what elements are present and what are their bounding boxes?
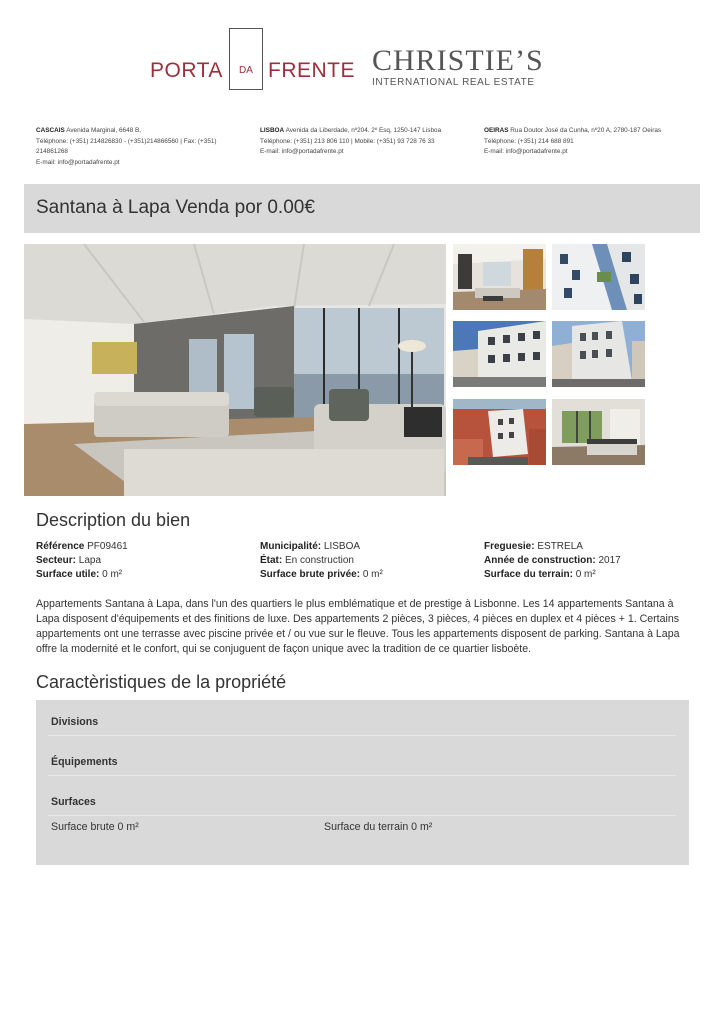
interior-thumbnail-image	[453, 244, 546, 310]
office-phone: Téléphone: (+351) 213 806 110 | Mobile: (+351) 93 728 76 33	[260, 137, 435, 145]
porta-da-frente-logo	[150, 28, 355, 90]
office-address: Avenida da Liberdade, nº204. 2º Esq, 1250-147 Lisboa	[284, 127, 442, 134]
office-email[interactable]: E-mail: info@portadafrente.pt	[36, 158, 120, 166]
office-email[interactable]: E-mail: info@portadafrente.pt	[484, 148, 568, 155]
office-email[interactable]: E-mail: info@portadafrente.pt	[260, 148, 344, 155]
thumbnail-6[interactable]	[552, 399, 645, 465]
logo-da-text: DA	[239, 65, 253, 76]
office-address: Avenida Marginal, 6648 B,	[64, 127, 142, 134]
header-logos	[0, 26, 724, 92]
office-city: OEIRAS	[484, 127, 509, 134]
office-phone: Téléphone: (+351) 214826830 - (+351)214866560 | Fax: (+351) 214861268	[36, 137, 217, 155]
land-area-value: 0 m²	[572, 569, 596, 580]
parish-value: ESTRELA	[534, 541, 583, 552]
municipality-value: LISBOA	[321, 541, 361, 552]
gross-surface-value: Surface brute 0 m²	[51, 821, 139, 833]
gross-area-label: Surface brute privée:	[260, 569, 361, 580]
aerial-rooftops-thumbnail-image	[453, 399, 546, 465]
year-value: 2017	[595, 555, 621, 566]
living-room-image	[24, 244, 446, 496]
thumbnail-1[interactable]	[453, 244, 546, 310]
surfaces-row	[48, 788, 676, 816]
characteristics-heading: Caractèristiques de la propriété	[36, 672, 287, 692]
office-lisboa	[260, 126, 464, 158]
christies-logo	[372, 46, 572, 88]
gross-area-value: 0 m²	[360, 569, 383, 580]
reference-label: Référence	[36, 541, 85, 552]
description-text: Appartements Santana à Lapa, dans l'un des quartiers le plus emblématique et de prestige à Lisbonne. Les 14 appartements Santana à Lapa disposent d'équipements et des finitions de luxe. Des appartements 2 pièces, 3 pièces, 4 pièces en duplex et 4 pièces + 1. Certains appartements ont une terrasse avec piscine privée et / ou vue sur le fleuve. Tous les appartements disposent de parking. Santana à Lapa offre la modernité et le confort, qui se conjuguent de façon unique avec la tradition de ce quartier lisboète.	[36, 598, 680, 655]
divisions-label: Divisions	[51, 716, 99, 728]
state-value: En construction	[282, 555, 354, 566]
thumbnail-2[interactable]	[552, 244, 645, 310]
office-address: Rua Doutor José da Cunha, nº20 A, 2780-187 Oeiras	[508, 127, 662, 134]
main-photo[interactable]	[24, 244, 446, 496]
logo-frente-text: FRENTE	[268, 59, 355, 82]
surfaces-label: Surfaces	[51, 796, 96, 808]
municipality-label: Municipalité:	[260, 541, 322, 552]
thumbnail-5[interactable]	[453, 399, 546, 465]
facts-column-1	[36, 540, 128, 582]
office-cascais	[36, 126, 240, 168]
logo-porta-text: PORTA	[150, 59, 223, 82]
useful-area-value: 0 m²	[99, 569, 123, 580]
sector-value: Lapa	[76, 555, 102, 566]
office-phone: Téléphone: (+351) 214 688 891	[484, 137, 574, 145]
office-city: CASCAIS	[36, 127, 65, 134]
sector-label: Secteur:	[36, 555, 77, 566]
reference-value: PF09461	[84, 541, 128, 552]
divisions-row	[48, 708, 676, 736]
listing-title: Santana à Lapa Venda por 0.00€	[36, 197, 315, 218]
year-label: Année de construction:	[484, 555, 596, 566]
christies-subtitle: INTERNATIONAL REAL ESTATE	[372, 77, 535, 88]
parish-label: Freguesie:	[484, 541, 535, 552]
description-heading: Description du bien	[36, 510, 191, 530]
building-courtyard-thumbnail-image	[552, 244, 645, 310]
facts-column-3	[484, 540, 621, 582]
christies-name: CHRISTIE’S	[372, 44, 544, 77]
equipment-row	[48, 748, 676, 776]
listing-title-bar	[24, 184, 700, 233]
thumbnail-4[interactable]	[552, 321, 645, 387]
characteristics-panel	[36, 700, 689, 865]
equipment-label: Équipements	[51, 756, 118, 768]
useful-area-label: Surface utile:	[36, 569, 100, 580]
land-area-label: Surface du terrain:	[484, 569, 573, 580]
office-city: LISBOA	[260, 127, 285, 134]
state-label: État:	[260, 555, 283, 566]
bedroom-thumbnail-image	[552, 399, 645, 465]
land-surface-value: Surface du terrain 0 m²	[324, 821, 433, 833]
facts-column-2	[260, 540, 383, 582]
thumbnail-3[interactable]	[453, 321, 546, 387]
building-corner-thumbnail-image	[552, 321, 645, 387]
logo-box	[229, 28, 263, 90]
office-oeiras	[484, 126, 688, 158]
street-facade-thumbnail-image	[453, 321, 546, 387]
